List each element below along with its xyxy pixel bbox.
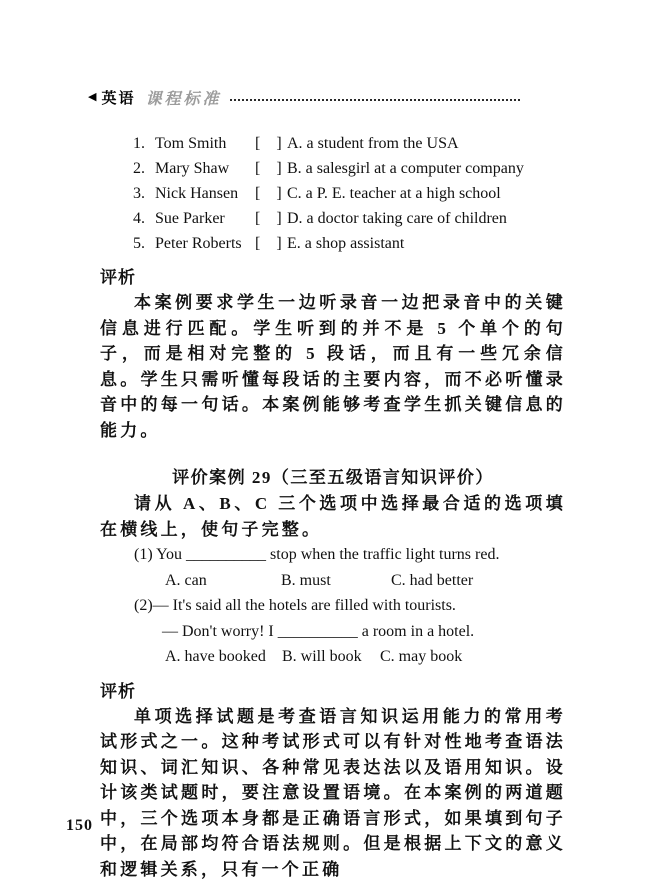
item-number: 3. — [133, 185, 145, 202]
case29-exercise — [100, 542, 566, 670]
option-c: C. had better — [391, 571, 474, 589]
item-name: Peter Roberts — [155, 235, 242, 252]
header-dotted-rule — [230, 99, 521, 101]
item-option: C. a P. E. teacher at a high school — [287, 185, 501, 202]
question-1-line: (1) You __________ stop when the traffic light turns red. — [134, 546, 500, 563]
item-number: 4. — [133, 210, 145, 227]
matching-row-1 — [100, 131, 566, 156]
item-option: B. a salesgirl at a computer company — [287, 160, 524, 177]
item-number: 5. — [133, 235, 145, 252]
item-name: Tom Smith — [155, 135, 227, 152]
option-a: A. can — [165, 571, 207, 589]
analysis-label-1: 评析 — [100, 268, 136, 287]
analysis-paragraph-2: 单项选择试题是考查语言知识运用能力的常用考试形式之一。这种考试形式可以有针对性地考查语法知识、词汇知识、各种常见表达法以及语用知识。设计该类试题时，要注意设置语境。在本案例的两道题中，三个选项本身都是正确语言形式，如果填到句子中，在局部均符合语法规则。但是根据上下文的意义和逻辑关系，只有一个正确 — [100, 706, 566, 879]
question-2-line-1: (2)— It's said all the hotels are filled with tourists. — [134, 597, 456, 614]
analysis-label-2: 评析 — [100, 681, 136, 701]
question-1-options — [100, 568, 566, 594]
page-number: 150 — [66, 817, 93, 834]
matching-row-2 — [100, 156, 566, 181]
option-b: B. will book — [282, 648, 362, 665]
answer-bracket: [ ] — [255, 185, 282, 202]
option-a: A. have booked — [165, 648, 266, 665]
case29-title: 评价案例 29（三至五级语言知识评价） — [172, 468, 494, 487]
option-c: C. may book — [380, 648, 463, 665]
item-option: A. a student from the USA — [287, 135, 459, 152]
matching-row-5 — [100, 231, 566, 256]
header-series-title: 课程标准 — [145, 90, 222, 108]
header-book-title: 英语 — [101, 89, 136, 107]
option-b: B. must — [281, 571, 331, 589]
matching-exercise-list — [100, 131, 566, 256]
item-option: D. a doctor taking care of children — [287, 210, 507, 227]
matching-row-4 — [100, 206, 566, 231]
case29-intro: 请从 A、B、C 三个选项中选择最合适的选项填在横线上，使句子完整。 — [100, 494, 566, 539]
question-2-line-2: — Don't worry! I __________ a room in a hotel. — [162, 622, 475, 640]
page-header — [88, 88, 520, 106]
analysis-paragraph-1: 本案例要求学生一边听录音一边把录音中的关键信息进行匹配。学生听到的并不是 5 个单个的句子，而是相对完整的 5 段话，而且有一些冗余信息。学生只需听懂每段话的主要内容，而不必听懂录音中的每一句话。本案例能够考查学生抓关键信息的能力。 — [100, 293, 566, 440]
item-option: E. a shop assistant — [287, 235, 405, 252]
answer-bracket: [ ] — [255, 210, 282, 227]
answer-bracket: [ ] — [255, 235, 282, 252]
answer-bracket: [ ] — [255, 135, 282, 152]
page-content — [100, 131, 566, 882]
item-number: 1. — [133, 135, 145, 152]
question-2-options — [100, 644, 566, 670]
answer-bracket: [ ] — [255, 160, 282, 177]
matching-row-3 — [100, 181, 566, 206]
left-triangle-icon: ◀ — [88, 90, 97, 103]
item-name: Nick Hansen — [155, 185, 239, 202]
item-name: Sue Parker — [155, 210, 225, 227]
item-number: 2. — [133, 160, 145, 177]
item-name: Mary Shaw — [155, 160, 230, 177]
